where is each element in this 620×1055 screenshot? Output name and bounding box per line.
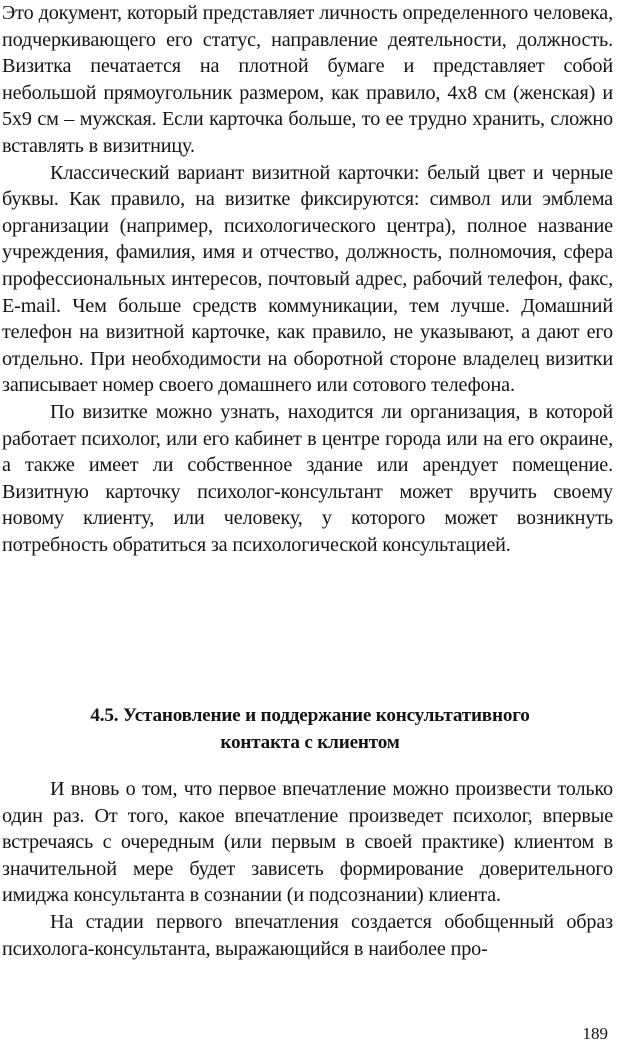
body-text-top [2, 0, 613, 558]
body-text-bottom [2, 776, 613, 962]
paragraph: На стадии первого впечатления создается обобщенный образ психолога-консультанта, выражающийся в наиболее про- [2, 910, 613, 960]
paragraph: Это документ, который представляет личность определенного человека, подчеркивающего его статус, направление деятельности, должность. Визитка печатается на плотной бумаге и представляет собой небольшой прямоугольник размером, как правило, 4х8 см (женская) и 5х9 см – мужская. Если карточка больше, то ее трудно хранить, сложно вставлять в визитницу. [2, 2, 613, 157]
paragraph: Классический вариант визитной карточки: белый цвет и черные буквы. Как правило, на визитке фиксируются: символ или эмблема организации (например, психологического центра), полное название учреждения, фамилия, имя и отчество, должность, полномочия, сфера профессиональных интересов, почтовый адрес, рабочий телефон, факс, E-mail. Чем больше средств коммуникации, тем лучше. Домашний телефон на визитной карточке, как правило, не указывают, а дают его отдельно. При необходимости на оборотной стороне владелец визитки записывает номер своего домашнего или сотового телефона. [2, 161, 613, 397]
section-heading-line: контакта с клиентом [220, 732, 400, 753]
paragraph: По визитке можно узнать, находится ли организация, в которой работает психолог, или его кабинет в центре города или на его окраине, а также имеет ли собственное здание или арендует помещение. Визитную карточку психолог-консультант может вручить своему новому клиенту, или человеку, у которого может возникнуть потребность обратиться за психологической консультацией. [2, 400, 613, 556]
section-heading-line: 4.5. Установление и поддержание консультативного [90, 705, 530, 726]
paragraph: И вновь о том, что первое впечатление можно произвести только один раз. От того, какое впечатление произведет психолог, впервые встречаясь с очередным (или первым в своей практике) клиентом в значительной мере будет зависеть формирование доверительного имиджа консультанта в сознании (и подсознании) клиента. [2, 778, 613, 907]
section-heading [0, 702, 620, 756]
page-number: 189 [582, 1024, 608, 1043]
